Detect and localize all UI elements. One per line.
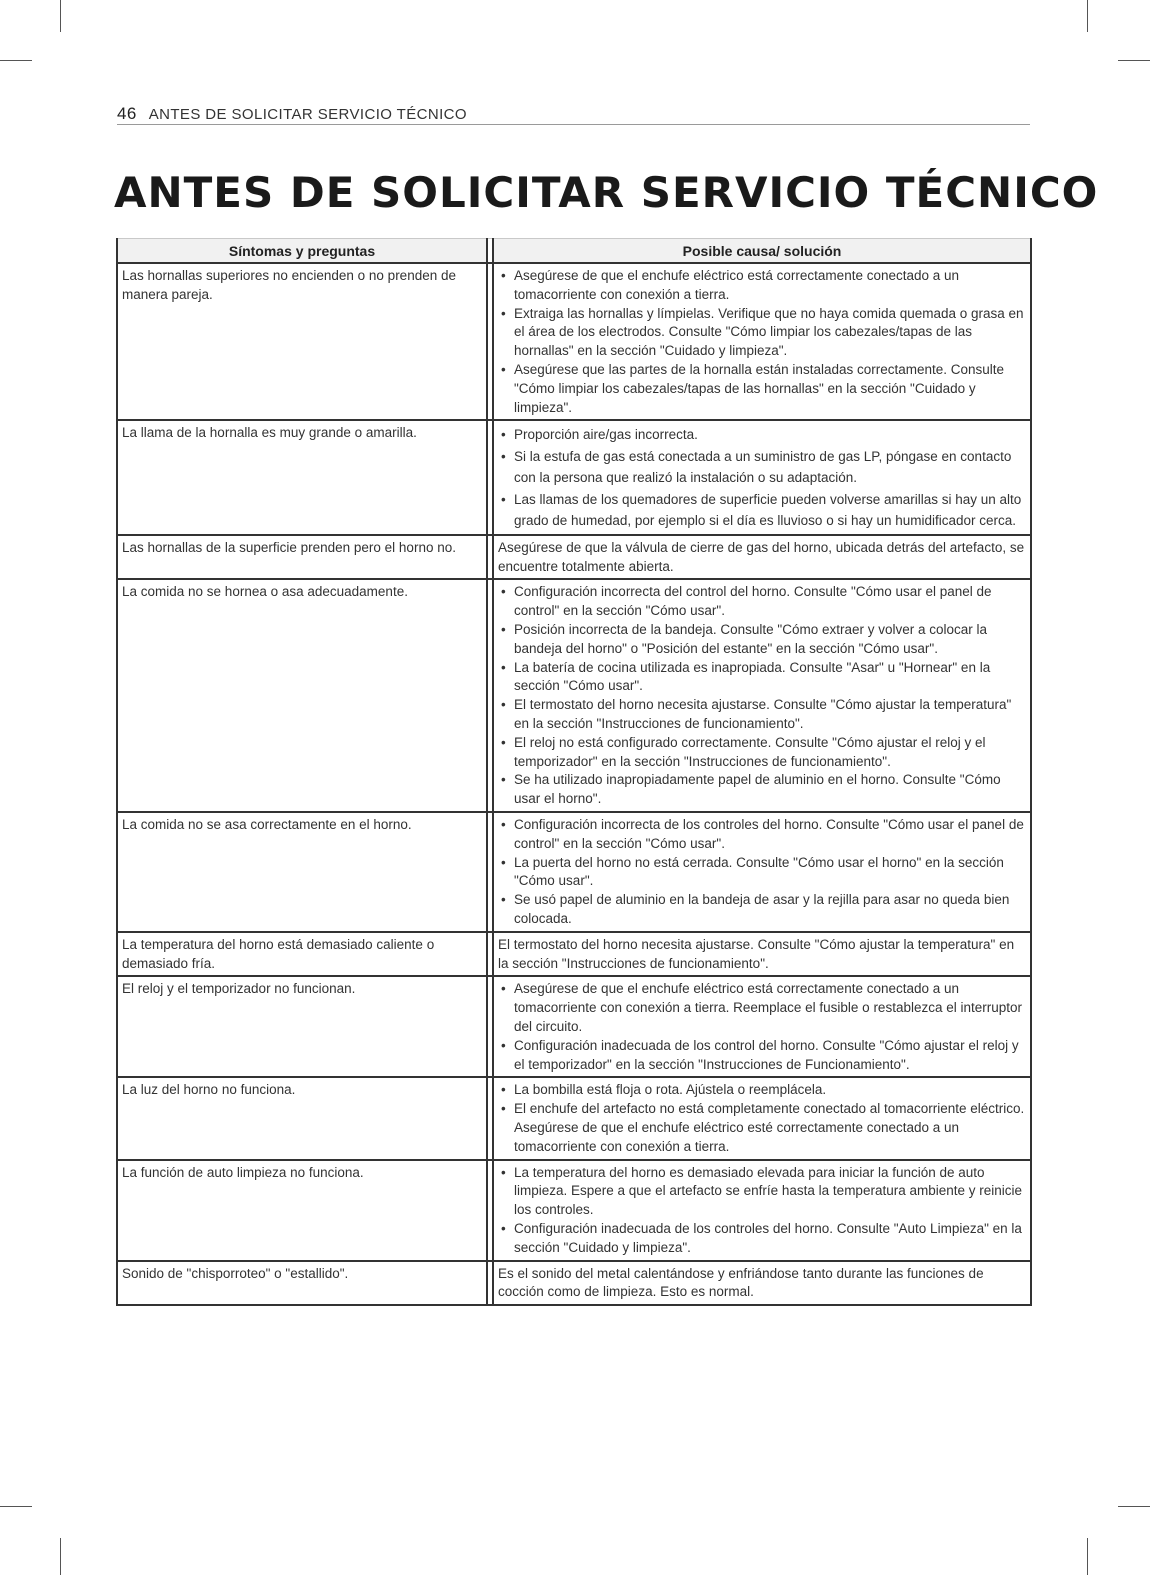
cause-list bbox=[498, 267, 1026, 417]
page-title: ANTES DE SOLICITAR SERVICIO TÉCNICO bbox=[114, 168, 1099, 217]
cause-cell bbox=[493, 1160, 1031, 1261]
cause-item: • La puerta del horno no está cerrada. Consulte "Cómo usar el horno" en la sección "Cómo usar". bbox=[498, 854, 1026, 892]
cause-item: • Se usó papel de aluminio en la bandeja de asar y la rejilla para asar no queda bien colocada. bbox=[498, 891, 1026, 929]
cause-cell bbox=[493, 263, 1031, 420]
cause-list bbox=[498, 583, 1026, 809]
cause-cell bbox=[493, 1077, 1031, 1159]
cause-cell bbox=[493, 420, 1031, 535]
running-header bbox=[117, 104, 1030, 125]
crop-mark bbox=[0, 1506, 32, 1507]
table-row bbox=[117, 812, 1031, 932]
cause-item: • Si la estufa de gas está conectada a un suministro de gas LP, póngase en contacto con la persona que realizó la instalación o su adaptación. bbox=[498, 446, 1026, 489]
table-row bbox=[117, 976, 1031, 1077]
symptom-cell: Las hornallas de la superficie prenden pero el horno no. bbox=[117, 535, 487, 580]
crop-mark bbox=[1087, 1538, 1088, 1575]
cause-cell: Es el sonido del metal calentándose y enfriándose tanto durante las funciones de cocción como de limpieza. Esto es normal. bbox=[498, 1265, 984, 1300]
cause-item: • El termostato del horno necesita ajustarse. Consulte "Cómo ajustar la temperatura" en la sección "Instrucciones de funcionamiento". bbox=[498, 696, 1026, 734]
cause-item: • Configuración inadecuada de los controles del horno. Consulte "Auto Limpieza" en la sección "Cuidado y limpieza". bbox=[498, 1220, 1026, 1258]
symptom-cell: El reloj y el temporizador no funcionan. bbox=[117, 976, 487, 1077]
crop-mark bbox=[1118, 1506, 1150, 1507]
symptom-cell: La llama de la hornalla es muy grande o amarilla. bbox=[117, 420, 487, 535]
symptom-cell: La luz del horno no funciona. bbox=[117, 1077, 487, 1159]
table-header-row bbox=[117, 239, 1031, 264]
cause-item: • Proporción aire/gas incorrecta. bbox=[498, 424, 1026, 446]
cause-cell: Asegúrese de que la válvula de cierre de gas del horno, ubicada detrás del artefacto, se encuentre totalmente abierta. bbox=[493, 535, 1031, 580]
cause-list bbox=[498, 424, 1026, 532]
cause-item: • Se ha utilizado inapropiadamente papel de aluminio en el horno. Consulte "Cómo usar el horno". bbox=[498, 771, 1026, 809]
cause-item: • Asegúrese de que el enchufe eléctrico está correctamente conectado a un tomacorriente con conexión a tierra. Reemplace el fusible o restablezca el interruptor del circuito. bbox=[498, 980, 1026, 1036]
cause-item: • Configuración incorrecta de los controles del horno. Consulte "Cómo usar el panel de control" en la sección "Cómo usar". bbox=[498, 816, 1026, 854]
crop-mark bbox=[1087, 0, 1088, 32]
symptom-cell: Sonido de "chisporroteo" o "estallido". bbox=[122, 1265, 349, 1281]
cause-item: • Asegúrese de que el enchufe eléctrico está correctamente conectado a un tomacorriente con conexión a tierra. bbox=[498, 267, 1026, 305]
crop-mark bbox=[0, 60, 32, 61]
crop-mark bbox=[60, 1538, 61, 1575]
crop-mark bbox=[60, 0, 61, 32]
cause-item: • El enchufe del artefacto no está completamente conectado al tomacorriente eléctrico. Asegúrese de que el enchufe eléctrico esté correctamente conectado a un tomacorriente con conexión a tierra. bbox=[498, 1100, 1026, 1156]
symptom-cell: La comida no se asa correctamente en el horno. bbox=[117, 812, 487, 932]
cause-item: • La bombilla está floja o rota. Ajústela o reemplácela. bbox=[498, 1081, 1026, 1100]
cause-cell bbox=[493, 812, 1031, 932]
column-header-causes: Posible causa/ solución bbox=[493, 239, 1031, 264]
cause-list bbox=[498, 816, 1026, 929]
table-row bbox=[117, 420, 1031, 535]
cause-item: • Configuración inadecuada de los control del horno. Consulte "Cómo ajustar el reloj y el temporizador" en la sección "Instrucciones de Funcionamiento". bbox=[498, 1037, 1026, 1075]
cause-item: • Asegúrese que las partes de la hornalla están instaladas correctamente. Consulte "Cómo limpiar los cabezales/tapas de las hornallas" en la sección "Cuidado y limpieza". bbox=[498, 361, 1026, 417]
cause-item: • El reloj no está configurado correctamente. Consulte "Cómo ajustar el reloj y el temporizador" en la sección "Instrucciones de funcionamiento". bbox=[498, 734, 1026, 772]
symptom-cell: La temperatura del horno está demasiado caliente o demasiado fría. bbox=[117, 932, 487, 977]
cause-item: • Configuración incorrecta del control del horno. Consulte "Cómo usar el panel de control" en la sección "Cómo usar". bbox=[498, 583, 1026, 621]
running-header-title: ANTES DE SOLICITAR SERVICIO TÉCNICO bbox=[148, 106, 467, 123]
table-row bbox=[117, 535, 1031, 580]
table-row bbox=[117, 1077, 1031, 1159]
cause-item: • La batería de cocina utilizada es inapropiada. Consulte "Asar" u "Hornear" en la sección "Cómo usar". bbox=[498, 659, 1026, 697]
symptom-cell: La función de auto limpieza no funciona. bbox=[117, 1160, 487, 1261]
page-number: 46 bbox=[117, 104, 137, 123]
troubleshooting-table bbox=[116, 238, 1032, 1306]
cause-item: • La temperatura del horno es demasiado elevada para iniciar la función de auto limpieza. Espere a que el artefacto se enfríe hasta la temperatura ambiente y reinicie los controles. bbox=[498, 1164, 1026, 1220]
table-body bbox=[117, 263, 1031, 1305]
cause-item: • Extraiga las hornallas y límpielas. Verifique que no haya comida quemada o grasa en el área de los electrodos. Consulte "Cómo limpiar los cabezales/tapas de las hornallas" en la sección "Cuidado y limpieza". bbox=[498, 305, 1026, 361]
table-row bbox=[117, 1261, 1031, 1306]
table-row bbox=[117, 1160, 1031, 1261]
column-header-symptoms: Síntomas y preguntas bbox=[117, 239, 487, 264]
symptom-cell: Las hornallas superiores no encienden o no prenden de manera pareja. bbox=[117, 263, 487, 420]
crop-mark bbox=[1118, 60, 1150, 61]
cause-item: • Posición incorrecta de la bandeja. Consulte "Cómo extraer y volver a colocar la bandeja del horno" o "Posición del estante" en la sección "Cómo usar". bbox=[498, 621, 1026, 659]
cause-list bbox=[498, 1081, 1026, 1156]
table-row bbox=[117, 932, 1031, 977]
symptom-cell: La comida no se hornea o asa adecuadamente. bbox=[117, 579, 487, 812]
table-row bbox=[117, 579, 1031, 812]
cause-list bbox=[498, 1164, 1026, 1258]
cause-cell bbox=[493, 579, 1031, 812]
cause-list bbox=[498, 980, 1026, 1074]
table-row bbox=[117, 263, 1031, 420]
cause-item: • Las llamas de los quemadores de superficie pueden volverse amarillas si hay un alto grado de humedad, por ejemplo si el día es lluvioso o si hay un humidificador cerca. bbox=[498, 489, 1026, 532]
cause-cell: El termostato del horno necesita ajustarse. Consulte "Cómo ajustar la temperatura" en la sección "Instrucciones de funcionamiento". bbox=[493, 932, 1031, 977]
cause-cell bbox=[493, 976, 1031, 1077]
